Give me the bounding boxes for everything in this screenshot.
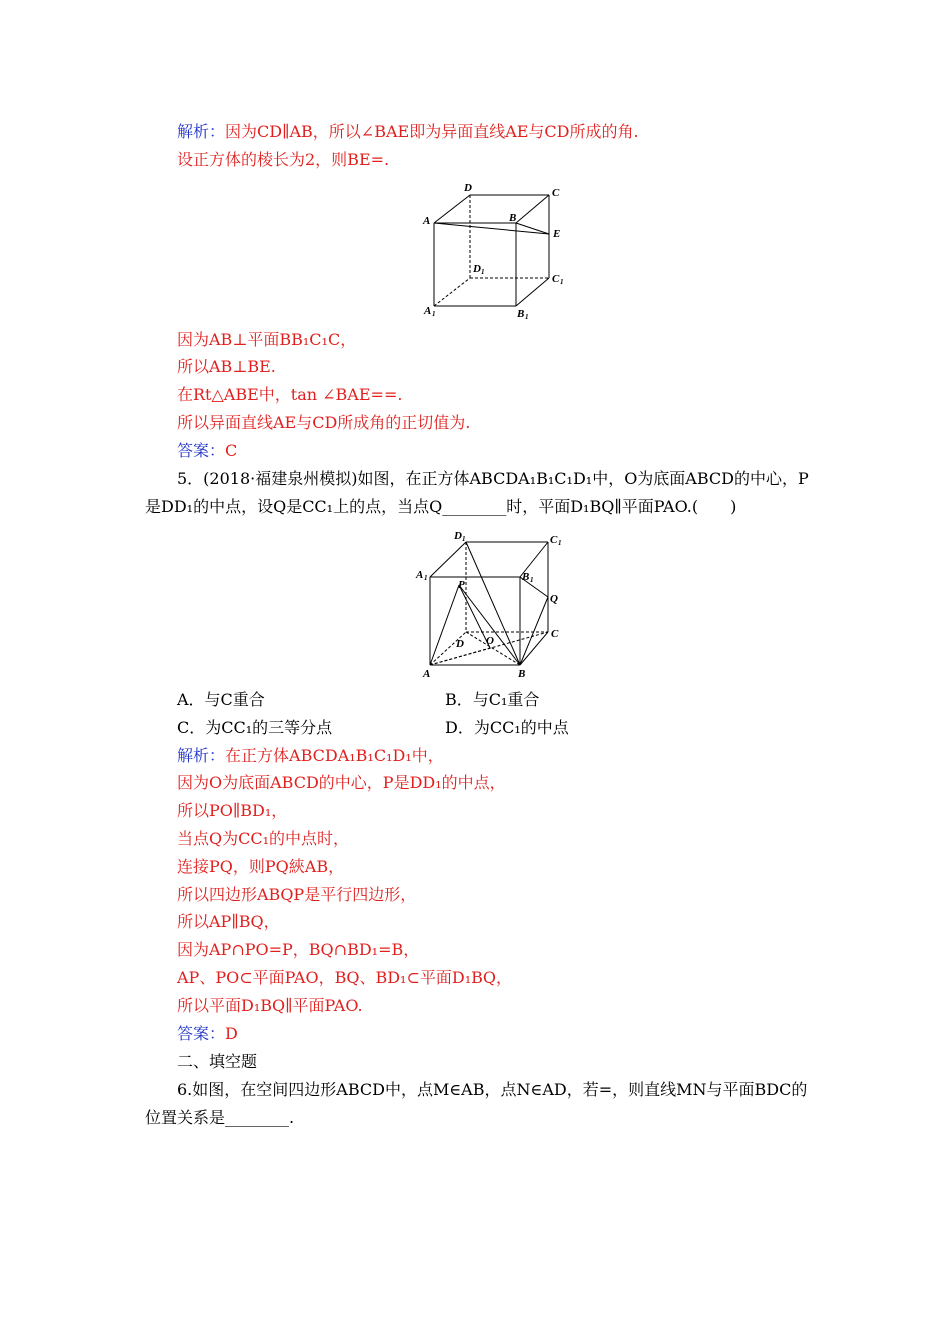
svg-text:1: 1 [525,313,529,321]
label-A1: A [416,569,424,581]
option-d: D．为CC₁的中点 [445,718,569,737]
svg-text:1: 1 [432,310,436,318]
label-C: C [551,628,559,640]
label-C: C [552,187,560,199]
solution5-answer [177,1023,238,1045]
answer-value: C [225,441,238,460]
solution4-line1 [177,121,639,143]
question6-line2: 位置关系是________. [145,1108,295,1127]
option-a: A．与C重合 [177,690,265,709]
label-A: A [423,668,431,680]
question6-line1: 6.如图，在空间四边形ABCD中，点M∈AB，点N∈AD，若=，则直线MN与平面BDC的 [177,1080,808,1099]
label-D1: D [454,530,462,542]
label-B1: B [517,308,525,320]
svg-text:1: 1 [481,268,485,276]
solution5-line3: 所以PO∥BD₁， [177,801,288,820]
option-b: B．与C₁重合 [445,690,540,709]
cube-diagram-2 [410,525,580,685]
label-A1: A [424,305,432,317]
solution5-line6: 所以四边形ABQP是平行四边形， [177,885,417,904]
label-B: B [518,668,526,680]
label-A: A [423,215,431,227]
label-P: P [458,579,465,591]
solution4-line3: 因为AB⊥平面BB₁C₁C， [177,330,357,349]
solution5-line8: 因为AP∩PO=P，BQ∩BD₁=B， [177,940,420,959]
answer-label: 答案： [177,441,226,460]
answer-value: D [225,1024,238,1043]
label-D: D [456,638,464,650]
option-c: C．为CC₁的三等分点 [177,718,333,737]
label-E: E [553,228,561,240]
answer-label: 答案： [177,1024,226,1043]
label-C1: C [552,273,560,285]
solution4-answer [177,440,237,462]
jiexi-label: 解析： [177,746,226,765]
solution4-line4: 所以AB⊥BE. [177,357,276,376]
svg-text:1: 1 [424,574,428,582]
label-Q: Q [550,593,558,605]
question5-line2: 是DD₁的中点，设Q是CC₁上的点，当点Q________时，平面D₁BQ∥平面PAO.( ) [145,497,737,516]
svg-text:1: 1 [462,535,466,543]
solution5-line1 [177,745,444,767]
svg-text:1: 1 [530,576,534,584]
svg-text:1: 1 [558,539,562,547]
cube-figure-1 [420,178,580,323]
solution5-line2: 因为O为底面ABCD的中心，P是DD₁的中点， [177,773,506,792]
solution-text: 在正方体ABCDA₁B₁C₁D₁中， [225,746,444,765]
label-B: B [509,212,517,224]
label-C1: C [550,534,558,546]
cube-diagram-1 [420,178,580,323]
solution-text: 因为CD∥AB，所以∠BAE即为异面直线AE与CD所成的角. [225,122,639,141]
jiexi-label: 解析： [177,122,226,141]
section-title: 二、填空题 [177,1052,258,1071]
question5-line1: 5．(2018·福建泉州模拟)如图，在正方体ABCDA₁B₁C₁D₁中，O为底面ABCD的中心，P [177,469,809,488]
cube-figure-2 [410,525,580,685]
label-D: D [464,182,472,194]
svg-text:1: 1 [560,278,564,286]
solution5-line10: 所以平面D₁BQ∥平面PAO. [177,996,363,1015]
label-B1: B [522,571,530,583]
solution5-line9: AP、PO⊂平面PAO，BQ、BD₁⊂平面D₁BQ， [177,968,512,987]
label-O: O [486,635,494,647]
solution4-line6: 所以异面直线AE与CD所成角的正切值为. [177,413,471,432]
solution4-line2: 设正方体的棱长为2，则BE=. [177,150,390,169]
solution5-line4: 当点Q为CC₁的中点时， [177,829,350,848]
label-D1: D [473,263,481,275]
solution5-line7: 所以AP∥BQ， [177,912,280,931]
solution5-line5: 连接PQ，则PQ綊AB， [177,857,345,876]
solution4-line5: 在Rt△ABE中，tan ∠BAE==. [177,385,403,404]
